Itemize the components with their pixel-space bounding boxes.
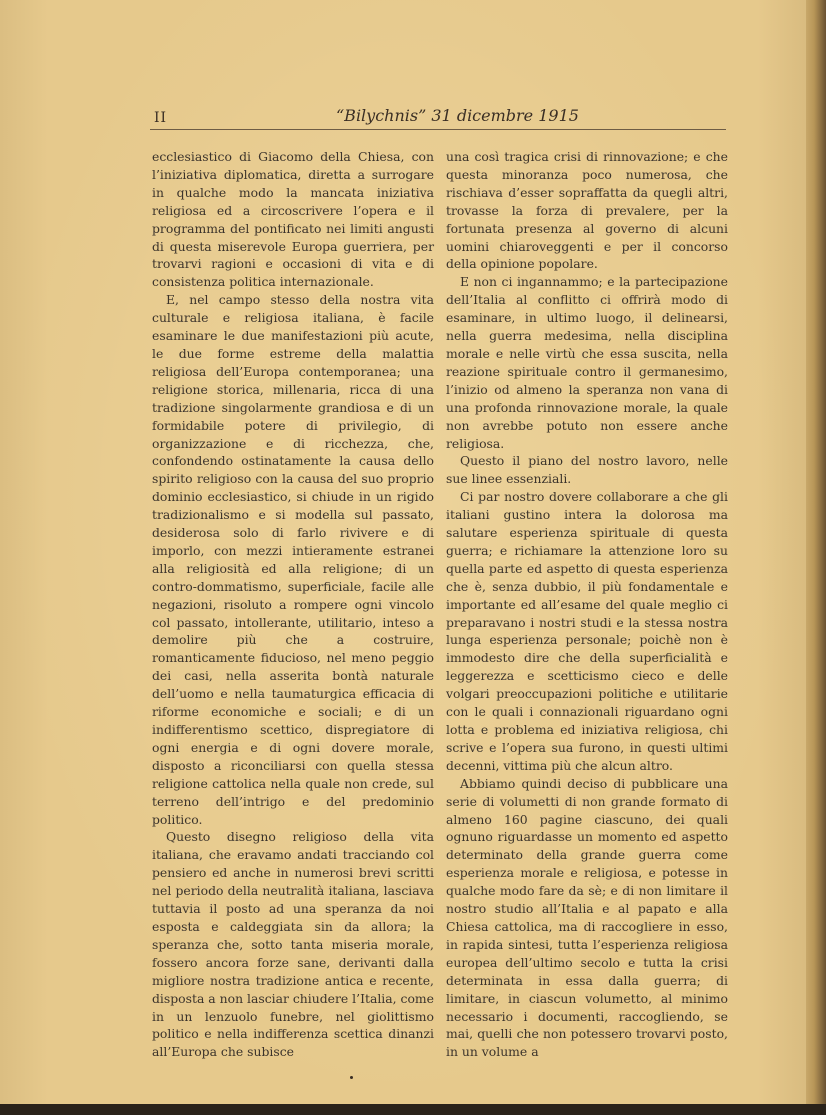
bottom-shadow	[0, 1104, 826, 1115]
right-column	[446, 148, 728, 1061]
paragraph: E, nel campo stesso della nostra vita culturale e religiosa italiana, è facile esaminare le due manifestazioni più acute, le due forme estreme della malattia religiosa dell’Europa contemporanea; una religione storica, millenaria, ricca di una tradizione singolarmente grandiosa e di un formidabile potere di privilegio, di organizzazione e di ricchezza, che, confondendo ostinatamente la causa dello spirito religioso con la causa del suo proprio dominio ecclesiastico, si chiude in un rigido tradizionalismo e si modella sul passato, desiderosa solo di farlo rivivere e di imporlo, con mezzi intieramente estranei alla religiosità ed alla religione; di un contro-dommatismo, superficiale, facile alle negazioni, risoluto a rompere ogni vincolo col passato, intollerante, utilitario, inteso a demolire più che a costruire, romanticamente fiducioso, nel meno peggio dei casi, nella asserita bontà naturale dell’uomo e nella taumaturgica efficacia di riforme economiche e sociali; e di un indifferentismo scettico, dispregiatore di ogni energia e di ogni dovere morale, disposto a riconciliarsi con quella stessa religione cattolica nella quale non crede, sul terreno dell’intrigo e del predominio politico.	[152, 292, 434, 827]
page-header	[0, 104, 806, 130]
adjacent-page-edge	[806, 0, 826, 1115]
paragraph: E non ci ingannammo; e la partecipazione dell’Italia al conflitto ci offrirà modo di esaminare, in ultimo luogo, il delinearsi, nella guerra medesima, nella disciplina morale e nelle virtù che essa suscita, nella reazione spirituale contro il germanesimo, l’inizio od almeno la speranza non vana di una profonda rinnovazione morale, la quale non avrebbe potuto non essere anche religiosa.	[446, 274, 728, 451]
header-rule	[150, 129, 726, 130]
left-column	[152, 148, 434, 1061]
paragraph: Ci par nostro dovere collaborare a che gli italiani gustino intera la dolorosa ma salutare esperienza spirituale di questa guerra; e richiamare la attenzione loro su quella parte ed aspetto di questa esperienza che è, senza dubbio, il più fondamentale e importante ed all’esame del quale meglio ci preparavano i nostri studi e la stessa nostra lunga esperienza personale; poichè non è immodesto dire che della superficialità e leggerezza e scetticismo cieco e delle volgari preoccupazioni politiche e utilitarie con le quali i connazionali riguardano ogni lotta e problema ed iniziativa religiosa, chi scrive e l’opera sua furono, in questi ultimi decenni, vittima più che alcun altro.	[446, 489, 728, 773]
paragraph: ecclesiastico di Giacomo della Chiesa, con l’iniziativa diplomatica, diretta a surrogare in qualche modo la mancata iniziativa religiosa ed a circoscrivere l’opera e il programma del pontificato nei limiti angusti di questa miserevole Europa guerriera, per trovarvi ragioni e occasioni di vita e di consistenza politica internazionale.	[152, 149, 434, 290]
paragraph: una così tragica crisi di rinnovazione; e che questa minoranza poco numerosa, che rischiava d’esser sopraffatta da quegli altri, trovasse la forza di prevalere, per la fortunata presenza al governo di alcuni uomini chiaroveggenti e per il concorso della opinione popolare.	[446, 149, 728, 272]
paragraph: Questo il piano del nostro lavoro, nelle sue linee essenziali.	[446, 453, 728, 487]
ink-speck	[350, 1076, 353, 1079]
paragraph: Abbiamo quindi deciso di pubblicare una serie di volumetti di non grande formato di almeno 160 pagine ciascuno, dei quali ognuno riguardasse un momento ed aspetto determinato della grande guerra come esperienza morale e religiosa, e potesse in qualche modo fare da sè; e di non limitare il nostro studio all’Italia e al papato e alla Chiesa cattolica, ma di raccogliere in esso, in rapida sintesi, tutta l’esperienza religiosa europea dell’ultimo secolo e tutta la crisi determinata in essa dalla guerra; di limitare, in ciascun volumetto, al minimo necessario i documenti, raccogliendo, se mai, quelli che non potessero trovarvi posto, in un volume a	[446, 775, 728, 1060]
page-number: II	[154, 110, 168, 126]
running-head: “Bilychnis” 31 dicembre 1915	[336, 106, 579, 125]
paragraph: Questo disegno religioso della vita italiana, che eravamo andati tracciando col pensiero ed anche in numerosi brevi scritti nel periodo della neutralità italiana, lasciava tuttavia il posto ad una speranza da noi esposta e caldeggiata sin da allora; la speranza che, sotto tanta miseria morale, fossero ancora forze sane, derivanti dalla migliore nostra tradizione antica e recente, disposta a non lasciar chiudere l’Italia, come in un lenzuolo funebre, nel giolittismo politico e nella indifferenza scettica dinanzi all’Europa che subisce	[152, 829, 435, 1060]
